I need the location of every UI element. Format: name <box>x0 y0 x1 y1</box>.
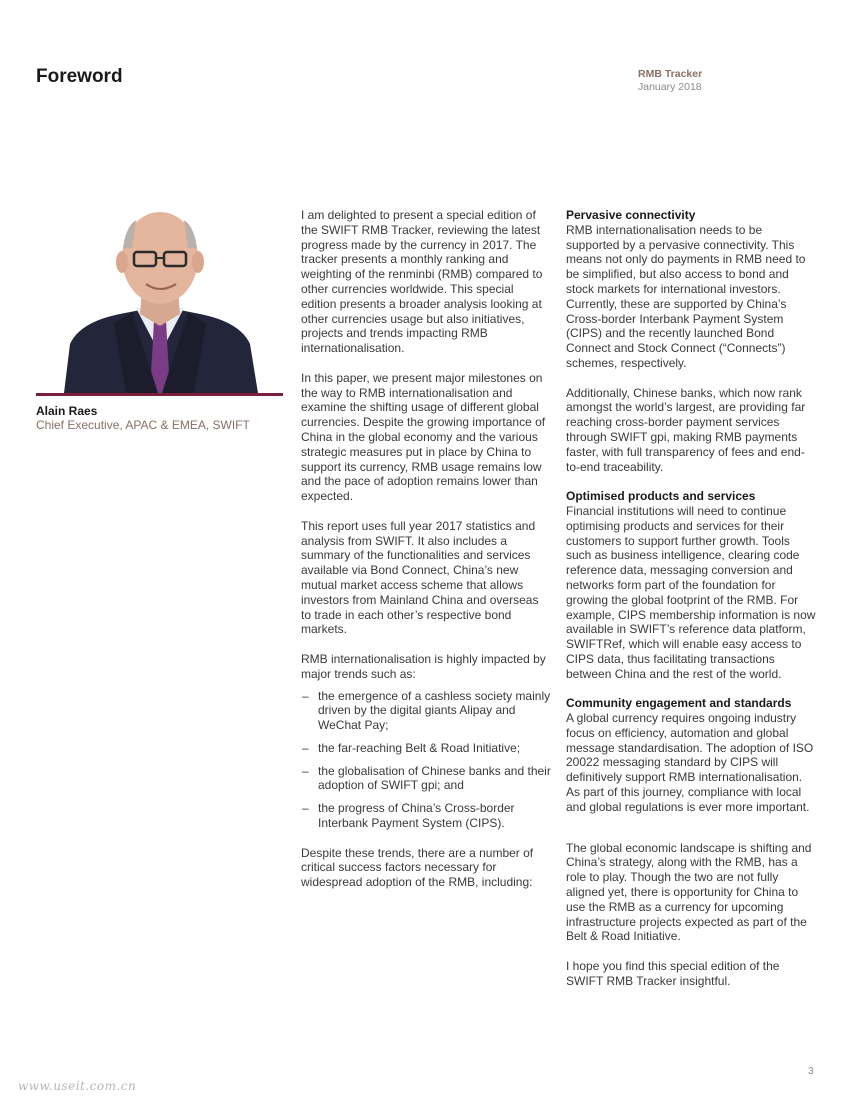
foreword-middle-column <box>301 208 551 905</box>
paragraph: The global economic landscape is shifting and China’s strategy, along with the RMB, has a role to play. Though the two are not fully aligned yet, there is opportunity for China to use the RMB as a currency for upcoming infrastructure projects expected as part of the Belt & Road Initiative. <box>566 840 812 944</box>
trends-list <box>301 689 551 831</box>
page-title: Foreword <box>36 66 123 87</box>
publication-date: January 2018 <box>638 81 702 93</box>
publication-name: RMB Tracker <box>638 68 703 80</box>
publication-header <box>638 68 702 94</box>
page-number: 3 <box>808 1066 814 1077</box>
watermark: www.useit.com.cn <box>18 1079 137 1093</box>
list-item: – the far-reaching Belt & Road Initiative; <box>301 741 551 756</box>
paragraph: RMB internationalisation needs to be supported by a pervasive connectivity. This means not only do payments in RMB need to be simplified, but also access to bond and stock markets for international investors. Currently, these are supported by China’s Cross-border Interbank Payment System (CIPS) and the recently launched Bond Connect and Stock Connect (“Connects”) schemes, respectively. <box>566 222 806 370</box>
list-item: – the globalisation of Chinese banks and their adoption of SWIFT gpi; and <box>301 764 551 794</box>
paragraph: Financial institutions will need to continue optimising products and services for their customers to support further growth. Tools such as business intelligence, clearing code reference data, messaging conversion and networks form part of the foundation for growing the global footprint of the RMB. For example, CIPS membership information is now available in SWIFT’s reference data platform, SWIFTRef, which will enable easy access to CIPS data, thus facilitating transactions between China and the rest of the world. <box>566 503 816 681</box>
paragraph: Additionally, Chinese banks, which now rank amongst the world’s largest, are providing far reaching cross-border payment services through SWIFT gpi, making RMB payments faster, with full transparency of fees and end-to-end traceability. <box>566 385 806 474</box>
portrait-illustration <box>36 204 283 393</box>
paragraph: This report uses full year 2017 statistics and analysis from SWIFT. It also includes a summary of the functionalities and services available via Bond Connect, China’s new mutual market access scheme that allows investors from Mainland China and overseas to trade in each other’s respective bond markets. <box>301 518 539 637</box>
section-heading: Pervasive connectivity <box>566 208 696 222</box>
author-role: Chief Executive, APAC & EMEA, SWIFT <box>36 418 250 432</box>
portrait-divider <box>36 393 283 396</box>
paragraph: A global currency requires ongoing industry focus on efficiency, automation and global message standardisation. The adoption of ISO 20022 messaging standard by CIPS will definitively support RMB internationalisation. As part of this journey, compliance with local and global regulations is ever more important. <box>566 711 814 814</box>
paragraph: RMB internationalisation is highly impacted by major trends such as: <box>301 651 546 681</box>
paragraph: I am delighted to present a special edition of the SWIFT RMB Tracker, reviewing the latest progress made by the currency in 2017. The tracker presents a monthly ranking and weighting of the renminbi (RMB) compared to other currencies worldwide. This special edition presents a broader analysis looking at other currencies usage but also initiatives, projects and trends impacting RMB internationalisation. <box>301 208 543 356</box>
foreword-right-column <box>566 208 816 1003</box>
paragraph: In this paper, we present major milestones on the way to RMB internationalisation and examine the shifting usage of different global currencies. Despite the growing importance of China in the global economy and the various strategic measures put in place by China to support its currency, RMB usage remains low and the pace of adoption remains lower than expected. <box>301 370 546 504</box>
paragraph: Despite these trends, there are a number of critical success factors necessary for widespread adoption of the RMB, including: <box>301 845 534 890</box>
list-item: – the emergence of a cashless society mainly driven by the digital giants Alipay and WeChat Pay; <box>301 689 551 733</box>
author-portrait <box>36 204 283 393</box>
list-item: – the progress of China’s Cross-border Interbank Payment System (CIPS). <box>301 801 551 831</box>
section-heading: Community engagement and standards <box>566 696 792 711</box>
author-name: Alain Raes <box>36 404 98 418</box>
paragraph: I hope you find this special edition of the SWIFT RMB Tracker insightful. <box>566 959 780 988</box>
section-heading: Optimised products and services <box>566 489 756 504</box>
